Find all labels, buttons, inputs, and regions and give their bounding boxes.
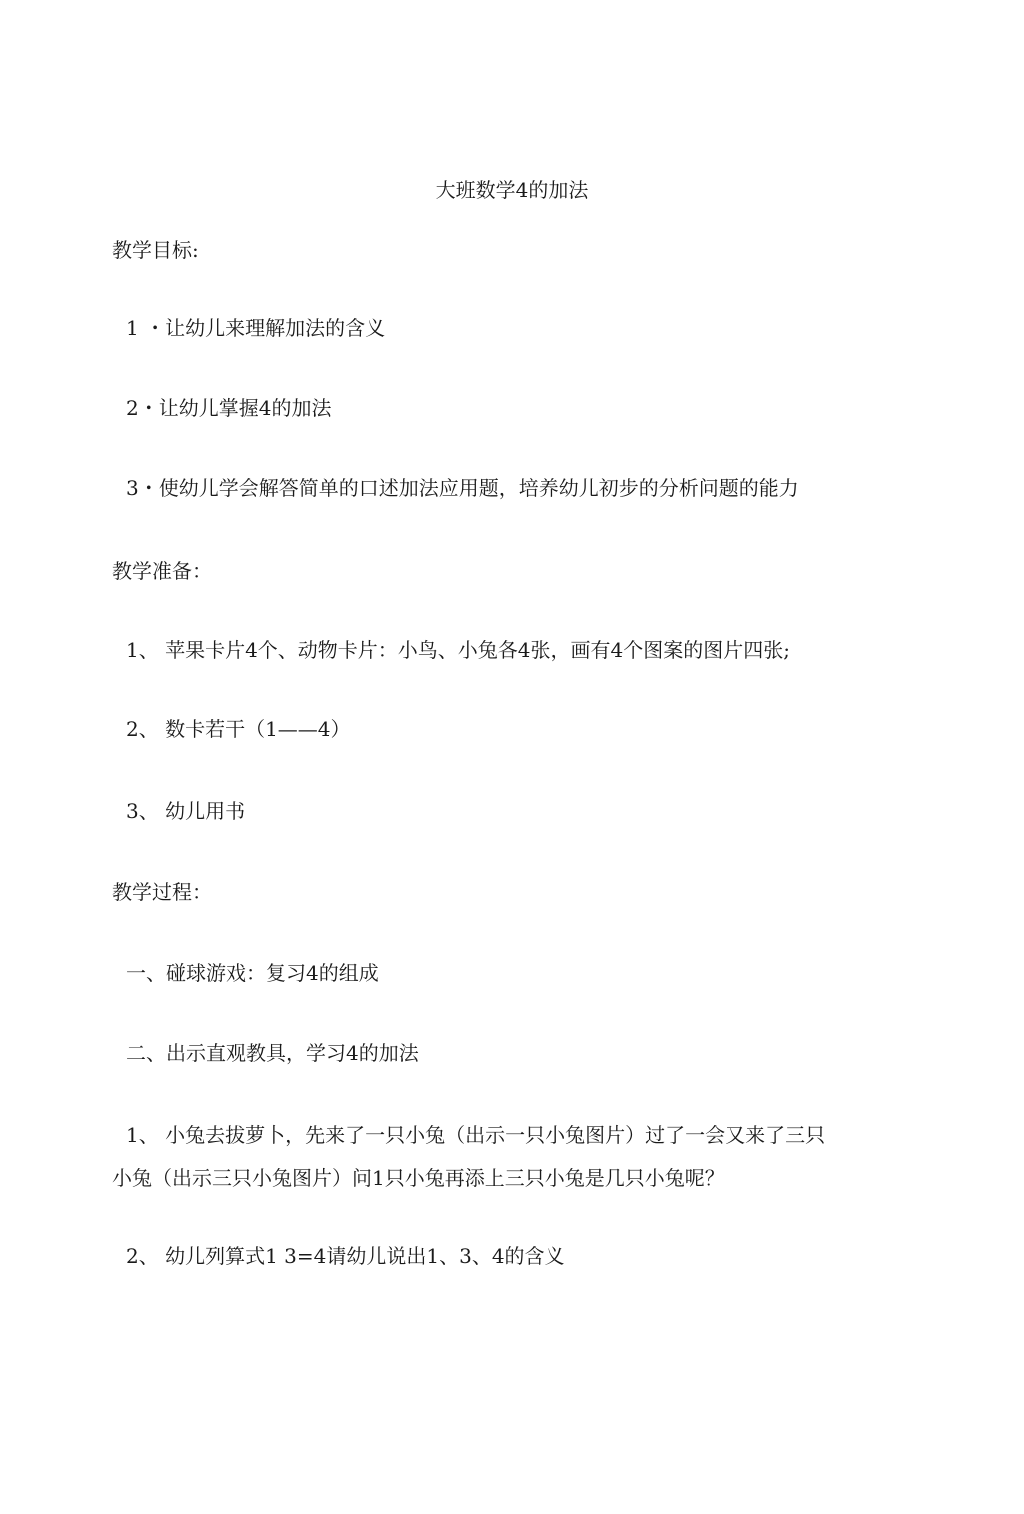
preparation-item: 2、 数卡若干（1——4） bbox=[126, 717, 351, 741]
process-item: 二、出示直观教具，学习4的加法 bbox=[126, 1041, 419, 1065]
document-title: 大班数学4的加法 bbox=[435, 178, 589, 202]
objective-item: 2・让幼儿掌握4的加法 bbox=[126, 396, 332, 420]
preparation-item: 3、 幼儿用书 bbox=[126, 799, 246, 823]
objectives-heading: 教学目标: bbox=[112, 238, 199, 262]
process-item: 一、碰球游戏：复习4的组成 bbox=[126, 961, 379, 985]
process-heading: 教学过程： bbox=[112, 880, 212, 904]
step-item: 2、 幼儿列算式1 3=4请幼儿说出1、3、4的含义 bbox=[126, 1244, 565, 1268]
objective-item: 1 ・让幼儿来理解加法的含义 bbox=[126, 316, 386, 340]
step-item-continuation: 小兔（出示三只小兔图片）问1只小兔再添上三只小兔是几只小兔呢？ bbox=[112, 1166, 725, 1190]
preparation-heading: 教学准备： bbox=[112, 559, 212, 583]
objective-item: 3・使幼儿学会解答简单的口述加法应用题，培养幼儿初步的分析问题的能力 bbox=[126, 476, 799, 500]
preparation-item: 1、 苹果卡片4个、动物卡片：小鸟、小兔各4张，画有4个图案的图片四张; bbox=[126, 638, 790, 662]
step-item: 1、 小兔去拔萝卜，先来了一只小兔（出示一只小兔图片）过了一会又来了三只 bbox=[126, 1123, 826, 1147]
